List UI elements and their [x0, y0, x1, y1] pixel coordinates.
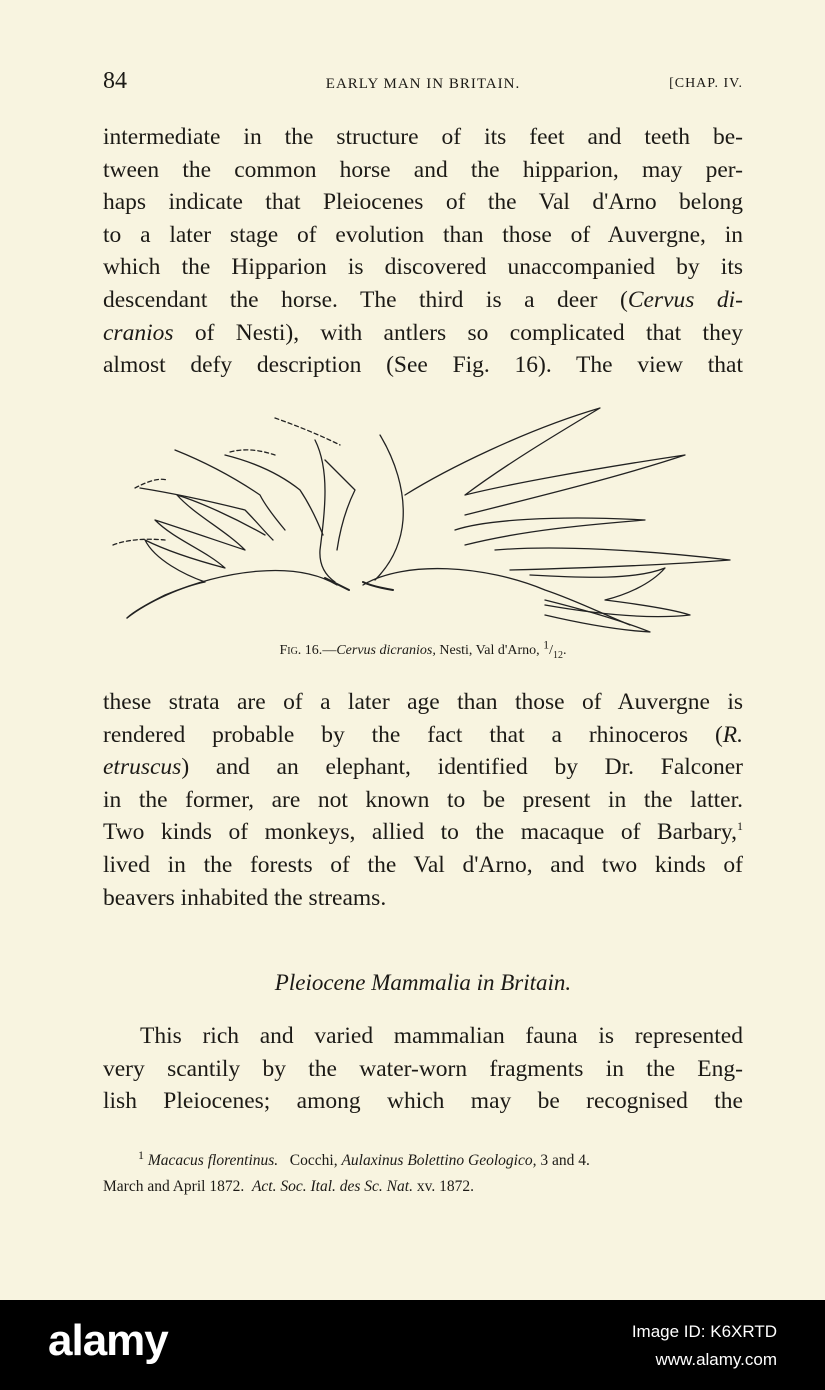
caption-end: . [563, 643, 567, 658]
running-head: EARLY MAN IN BRITAIN. [325, 76, 521, 92]
figure-species: Cervus dicranios, [336, 643, 436, 658]
text-line [103, 284, 743, 317]
figure-label: Fig. 16. [279, 643, 323, 658]
left-antler-tine [140, 488, 273, 540]
figure-locality: Nesti, Val d'Arno, [435, 643, 544, 658]
alamy-logo: alamy [48, 1316, 168, 1365]
antler-illustration [105, 400, 735, 640]
left-antler-beam [127, 571, 337, 618]
text-line: beavers inhabited the streams. [103, 884, 387, 911]
right-antler-tine [495, 548, 730, 570]
paragraph-1 [103, 121, 743, 382]
footnote-volume: xv. 1872. [416, 1178, 474, 1195]
text-line: This rich and varied mammalian fauna is represented [140, 1023, 743, 1049]
left-antler-dashed-tip [113, 418, 340, 545]
footnote-number: 1 [138, 1147, 144, 1162]
right-antler-tine [375, 435, 403, 580]
text-line: lived in the forests of the Val d'Arno, and two kinds of [103, 851, 743, 878]
text-line: these strata are of a later age than those of Auvergne is [103, 689, 743, 715]
image-id: Image ID: K6XRTD [631, 1322, 777, 1341]
footnote-genus: Aulaxinus Bolettino Geologico, [341, 1152, 537, 1169]
footnote-date: March and April 1872. [103, 1178, 245, 1195]
section-heading: Pleiocene Mammalia in Britain. [274, 970, 572, 995]
text-line [103, 317, 743, 350]
left-antler-tine [325, 460, 355, 550]
right-antler-burr [363, 582, 393, 590]
footnote-journal: Act. Soc. Ital. des Sc. Nat. [251, 1178, 413, 1195]
text-run: rendered probable by the fact that a rhinoceros ( [103, 721, 723, 748]
species-name: cranios [103, 319, 174, 346]
text-line [103, 719, 743, 752]
paragraph-3 [103, 1020, 743, 1118]
footnote-species: Macacus florentinus. [147, 1152, 279, 1169]
text-run: ) and an elephant, identified by Dr. Falconer [181, 754, 743, 781]
species-name: etruscus [103, 754, 182, 781]
scale-numerator: 1 [543, 637, 550, 652]
right-antler-tine [530, 568, 690, 617]
text-line [103, 751, 743, 784]
page-header [103, 68, 743, 98]
figure-caption: Fig. 16.—Cervus dicranios, Nesti, Val d'Arno, $^1/_{12}$. [279, 637, 567, 661]
left-antler-tine [315, 440, 335, 582]
text-line: which the Hipparion is discovered unaccompanied by its [103, 254, 743, 281]
left-antler-tine [127, 495, 265, 618]
text-line: lish Pleiocenes; among which may be recognised the [103, 1088, 743, 1115]
watermark-banner [0, 1300, 825, 1390]
footnote-issue: 3 and 4. [540, 1152, 590, 1169]
left-antler-tine [225, 455, 323, 535]
footnote-author: Cocchi, [289, 1152, 338, 1169]
text-run: Two kinds of monkeys, allied to the macaque of Barbary, [103, 819, 737, 846]
site-url: www.alamy.com [655, 1350, 777, 1369]
species-name: R. [722, 721, 743, 748]
text-line: intermediate in the structure of its feet and teeth be- [103, 124, 743, 150]
left-antler-burr [325, 578, 349, 590]
text-line: tween the common horse and the hipparion, may per- [103, 156, 743, 183]
right-antler-tine [455, 518, 645, 545]
text-run: descendant the horse. The third is a deer ( [103, 286, 628, 313]
text-line: almost defy description (See Fig. 16). The view that [103, 352, 743, 379]
footnote-line [103, 1174, 743, 1200]
text-line: in the former, are not known to be present in the latter. [103, 786, 743, 813]
species-name: Cervus di- [627, 286, 743, 313]
text-line [103, 816, 743, 849]
text-line: haps indicate that Pleiocenes of the Val d'Arno belong [103, 189, 743, 216]
footnote-marker[interactable]: 1 [737, 819, 743, 834]
text-run: of Nesti), with antlers so complicated that they [173, 319, 743, 346]
paragraph-2 [103, 686, 743, 914]
footnote-line [103, 1148, 743, 1174]
footnote [103, 1148, 743, 1200]
left-antler-tine [175, 450, 285, 530]
text-line: very scantily by the water-worn fragments in the Eng- [103, 1055, 743, 1082]
antler-figure [105, 400, 735, 640]
chapter-label: [CHAP. IV. [669, 76, 743, 91]
right-antler-tine [405, 408, 685, 515]
scale-denominator: 12 [553, 649, 564, 661]
text-line: to a later stage of evolution than those of Auvergne, in [103, 221, 743, 248]
page-number: 84 [103, 68, 127, 94]
